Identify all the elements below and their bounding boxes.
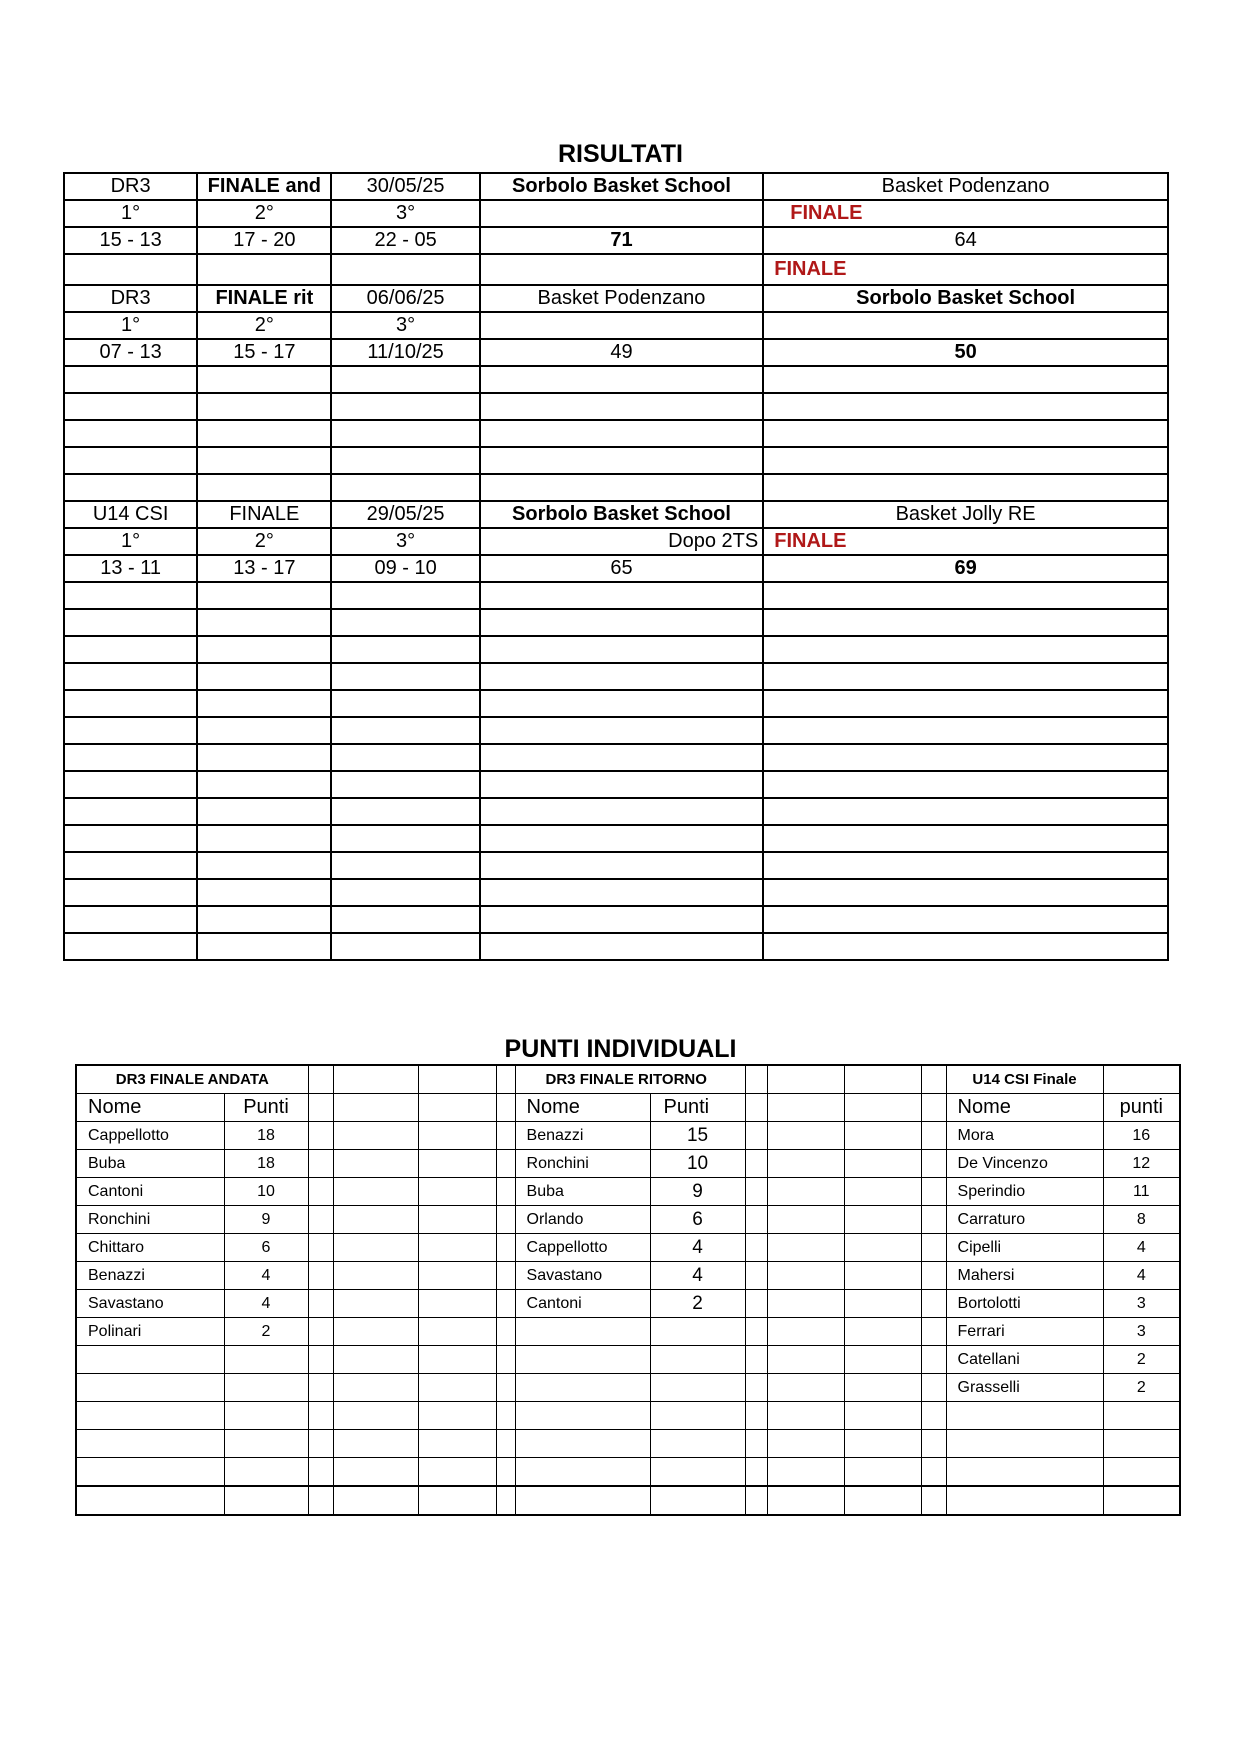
round: FINALE and [197,173,331,200]
empty-row [64,366,1168,393]
player-points: 15 [650,1122,745,1150]
empty-row [64,852,1168,879]
player-row [76,1206,1180,1234]
empty-row [64,636,1168,663]
away-team: Basket Podenzano [763,173,1168,200]
player-points: 9 [650,1178,745,1206]
player-points: 2 [1103,1346,1180,1374]
period-2-score: 17 - 20 [197,227,331,254]
player-name: De Vincenzo [946,1150,1103,1178]
period-3-score: 11/10/25 [331,339,479,366]
player-row [76,1346,1180,1374]
status-label: FINALE [763,254,1168,285]
player-name: Bortolotti [946,1290,1103,1318]
andata-col-name: Nome [76,1094,224,1122]
player-name: Buba [515,1178,650,1206]
player-row [76,1150,1180,1178]
period-3-score: 22 - 05 [331,227,479,254]
player-points: 6 [650,1206,745,1234]
period-1-score: 07 - 13 [64,339,197,366]
player-points: 4 [650,1262,745,1290]
player-name: Cappellotto [515,1234,650,1262]
period-header-row [64,312,1168,339]
home-score: 49 [480,339,764,366]
period-1-label: 1° [64,528,197,555]
player-name: Ronchini [515,1150,650,1178]
player-row [76,1122,1180,1150]
player-name: Cantoni [515,1290,650,1318]
player-points: 4 [1103,1262,1180,1290]
period-2-score: 13 - 17 [197,555,331,582]
empty-row [64,582,1168,609]
score-row [64,555,1168,582]
player-points: 8 [1103,1206,1180,1234]
player-points: 10 [650,1150,745,1178]
separator-row [64,254,1168,285]
player-points: 2 [224,1318,308,1346]
player-row [76,1262,1180,1290]
results-title: RISULTATI [558,140,683,168]
ritorno-col-name: Nome [515,1094,650,1122]
player-name: Buba [76,1150,224,1178]
match-row [64,501,1168,528]
period-1-score: 15 - 13 [64,227,197,254]
home-team: Sorbolo Basket School [480,501,764,528]
period-header-row [64,200,1168,227]
match-date: 29/05/25 [331,501,479,528]
match-date: 06/06/25 [331,285,479,312]
player-name: Ronchini [76,1206,224,1234]
empty-row [64,825,1168,852]
period-1-label: 1° [64,312,197,339]
period-3-label: 3° [331,200,479,227]
home-score: 71 [480,227,764,254]
player-name: Cantoni [76,1178,224,1206]
player-points: 10 [224,1178,308,1206]
player-points: 4 [1103,1234,1180,1262]
overtime-note: Dopo 2TS [480,528,764,555]
player-points: 4 [224,1262,308,1290]
player-points: 9 [224,1206,308,1234]
player-name: Carraturo [946,1206,1103,1234]
player-points: 11 [1103,1178,1180,1206]
period-header-row [64,528,1168,555]
away-team: Sorbolo Basket School [763,285,1168,312]
player-row [76,1430,1180,1458]
ritorno-header: DR3 FINALE RITORNO [515,1065,745,1094]
player-points: 4 [224,1290,308,1318]
league: DR3 [64,173,197,200]
player-name: Benazzi [515,1122,650,1150]
player-name: Mora [946,1122,1103,1150]
player-name: Polinari [76,1318,224,1346]
empty-row [64,906,1168,933]
player-points: 16 [1103,1122,1180,1150]
period-2-label: 2° [197,200,331,227]
home-team: Basket Podenzano [480,285,764,312]
match-row [64,285,1168,312]
player-points: 3 [1103,1318,1180,1346]
player-points: 18 [224,1122,308,1150]
empty-row [64,690,1168,717]
player-name: Sperindio [946,1178,1103,1206]
empty-row [64,447,1168,474]
u14-col-points: punti [1103,1094,1180,1122]
period-2-score: 15 - 17 [197,339,331,366]
points-table [75,1064,1181,1516]
andata-col-points: Punti [224,1094,308,1122]
league: DR3 [64,285,197,312]
empty-row [64,609,1168,636]
match-row [64,173,1168,200]
round: FINALE [197,501,331,528]
points-header-row [76,1065,1180,1094]
empty-row [64,474,1168,501]
away-team: Basket Jolly RE [763,501,1168,528]
player-name: Orlando [515,1206,650,1234]
player-name: Benazzi [76,1262,224,1290]
player-points: 6 [224,1234,308,1262]
u14-header: U14 CSI Finale [946,1065,1103,1094]
player-row [76,1402,1180,1430]
round: FINALE rit [197,285,331,312]
empty-row [64,717,1168,744]
player-row [76,1318,1180,1346]
empty-row [64,933,1168,960]
player-points: 18 [224,1150,308,1178]
period-2-label: 2° [197,312,331,339]
ritorno-col-points: Punti [650,1094,745,1122]
player-row [76,1486,1180,1515]
empty-row [64,798,1168,825]
results-table [63,172,1169,961]
empty-row [64,420,1168,447]
away-score: 50 [763,339,1168,366]
points-colhead-row [76,1094,1180,1122]
match-date: 30/05/25 [331,173,479,200]
empty-row [64,744,1168,771]
player-points: 3 [1103,1290,1180,1318]
period-1-score: 13 - 11 [64,555,197,582]
player-name: Mahersi [946,1262,1103,1290]
points-title: PUNTI INDIVIDUALI [504,1035,737,1063]
player-row [76,1374,1180,1402]
home-team: Sorbolo Basket School [480,173,764,200]
player-points: 2 [650,1290,745,1318]
player-name: Savastano [515,1262,650,1290]
player-row [76,1234,1180,1262]
period-1-label: 1° [64,200,197,227]
player-name: Savastano [76,1290,224,1318]
period-3-label: 3° [331,312,479,339]
player-points: 2 [1103,1374,1180,1402]
player-row [76,1290,1180,1318]
empty-row [64,663,1168,690]
period-3-label: 3° [331,528,479,555]
empty-row [64,393,1168,420]
player-name: Catellani [946,1346,1103,1374]
player-points: 12 [1103,1150,1180,1178]
away-score: 64 [763,227,1168,254]
away-score: 69 [763,555,1168,582]
home-score: 65 [480,555,764,582]
player-name: Grasselli [946,1374,1103,1402]
status-label: FINALE [763,528,1168,555]
score-row [64,227,1168,254]
league: U14 CSI [64,501,197,528]
empty-row [64,771,1168,798]
period-3-score: 09 - 10 [331,555,479,582]
score-row [64,339,1168,366]
player-name: Cipelli [946,1234,1103,1262]
player-name: Ferrari [946,1318,1103,1346]
status-label: FINALE [763,200,1168,227]
player-row [76,1178,1180,1206]
player-name: Cappellotto [76,1122,224,1150]
andata-header: DR3 FINALE ANDATA [76,1065,308,1094]
u14-col-name: Nome [946,1094,1103,1122]
period-2-label: 2° [197,528,331,555]
empty-row [64,879,1168,906]
player-row [76,1458,1180,1487]
player-name: Chittaro [76,1234,224,1262]
player-points: 4 [650,1234,745,1262]
